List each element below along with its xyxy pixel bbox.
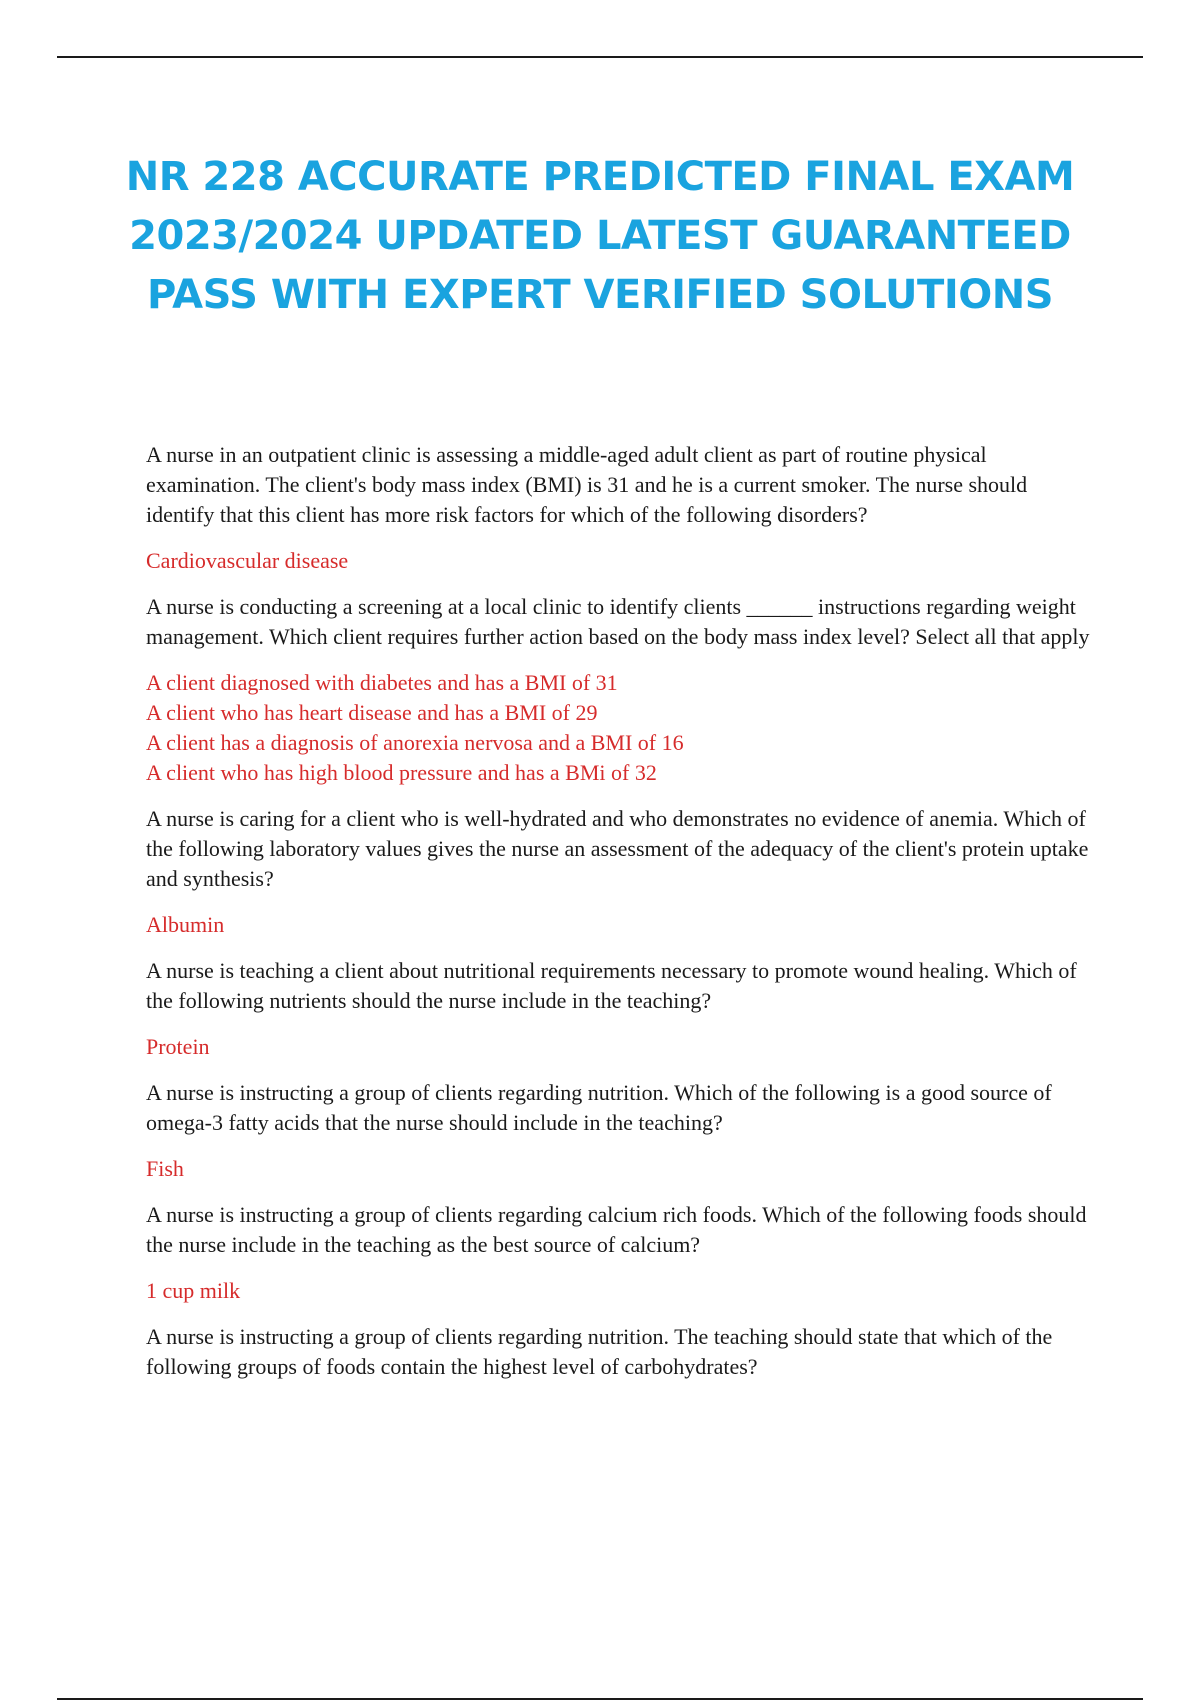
question-4: A nurse is teaching a client about nutritional requirements necessary to promote wound healing. Which of the following nutrients should the nurse include in the teaching? bbox=[146, 958, 1077, 1013]
question-2: A nurse is conducting a screening at a local clinic to identify clients ______ instructions regarding weight management. Which client requires further action based on the body mass index level? Select all that apply bbox=[146, 594, 1090, 649]
answer-5: Fish bbox=[146, 1156, 184, 1181]
answer-2-option: A client diagnosed with diabetes and has a BMI of 31 bbox=[146, 670, 618, 695]
document-title: NR 228 ACCURATE PREDICTED FINAL EXAM 2023/2024 UPDATED LATEST GUARANTEED PASS WITH EXPERT VERIFIED SOLUTIONS bbox=[125, 154, 1075, 318]
top-rule bbox=[57, 56, 1143, 58]
answer-2-option: A client has a diagnosis of anorexia nervosa and a BMI of 16 bbox=[146, 730, 684, 755]
qa-content bbox=[146, 440, 1096, 1398]
question-1: A nurse in an outpatient clinic is assessing a middle-aged adult client as part of routine physical examination. The client's body mass index (BMI) is 31 and he is a current smoker. The nurse should identify that this client has more risk factors for which of the following disorders? bbox=[146, 442, 1028, 527]
question-3: A nurse is caring for a client who is well-hydrated and who demonstrates no evidence of anemia. Which of the following laboratory values gives the nurse an assessment of the adequacy of the client's protein uptake and synthesis? bbox=[146, 806, 1089, 891]
answer-2-option: A client who has heart disease and has a BMI of 29 bbox=[146, 700, 598, 725]
answer-2-option: A client who has high blood pressure and has a BMi of 32 bbox=[146, 760, 657, 785]
question-5: A nurse is instructing a group of clients regarding nutrition. Which of the following is a good source of omega-3 fatty acids that the nurse should include in the teaching? bbox=[146, 1080, 1052, 1135]
answer-6: 1 cup milk bbox=[146, 1278, 241, 1303]
answer-1: Cardiovascular disease bbox=[146, 548, 349, 573]
answer-list-2 bbox=[146, 668, 1096, 788]
question-7: A nurse is instructing a group of clients regarding nutrition. The teaching should state that which of the following groups of foods contain the highest level of carbohydrates? bbox=[146, 1324, 1053, 1379]
answer-3: Albumin bbox=[146, 912, 225, 937]
answer-4: Protein bbox=[146, 1034, 210, 1059]
question-6: A nurse is instructing a group of clients regarding calcium rich foods. Which of the following foods should the nurse include in the teaching as the best source of calcium? bbox=[146, 1202, 1087, 1257]
